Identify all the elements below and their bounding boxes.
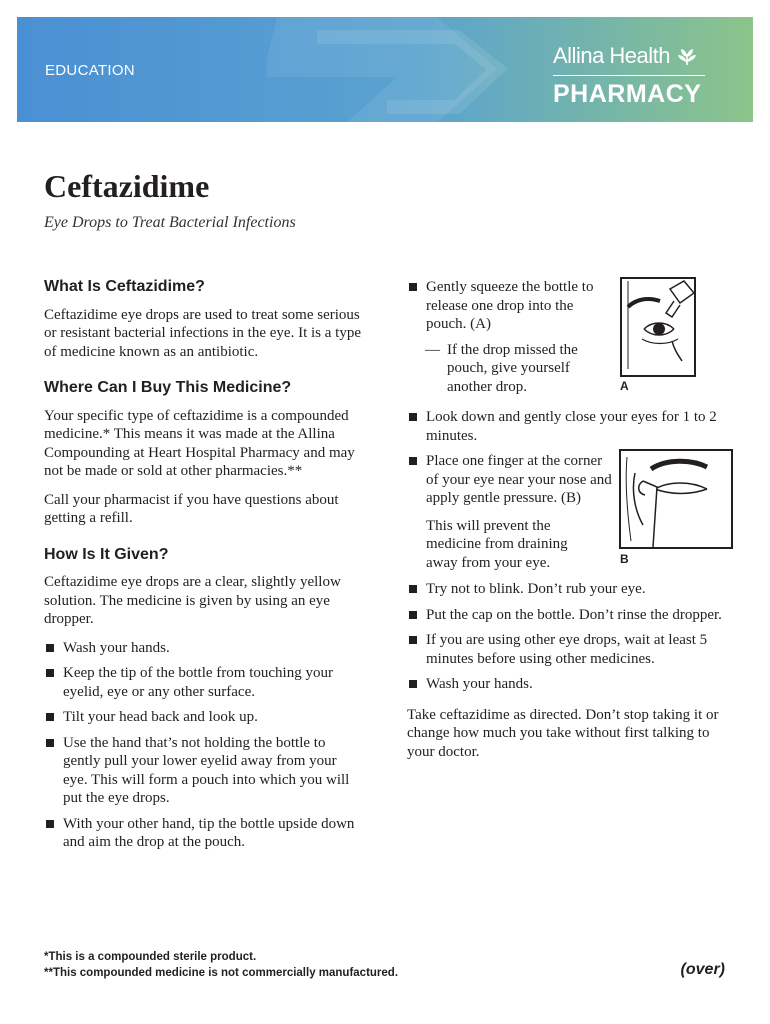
left-column	[44, 278, 364, 859]
page-title: Ceftazidime	[44, 168, 210, 204]
dash-mark: —	[425, 341, 440, 358]
figure-a-eye-drop	[620, 277, 696, 377]
brand-name: Allina Health	[553, 43, 671, 68]
missed-drop-note: — If the drop missed the pouch, give yourself another drop.	[425, 341, 578, 395]
how-steps	[44, 639, 364, 852]
list-item: If you are using other eye drops, wait at least 5 minutes before using other medicines.	[407, 631, 727, 668]
list-item: Wash your hands.	[44, 639, 364, 658]
brand-pharmacy: PHARMACY	[553, 80, 702, 108]
page-subtitle: Eye Drops to Treat Bacterial Infections	[44, 214, 296, 231]
heading-what: What Is Ceftazidime?	[44, 278, 205, 295]
prevent-note: This will prevent the medicine from draining away from your eye.	[426, 517, 568, 571]
figure-a-label: A	[620, 379, 629, 393]
how-body: Ceftazidime eye drops are a clear, slightly yellow solution. The medicine is given by using an eye dropper.	[44, 574, 341, 627]
footnotes	[44, 949, 398, 981]
figure-b-pressure	[619, 449, 733, 549]
eye-drop-illustration-icon	[622, 279, 694, 375]
list-item: Use the hand that’s not holding the bottle to gently pull your lower eyelid away from your eye. This will form a pouch into which you will put the eye drops.	[44, 734, 364, 808]
list-item: Put the cap on the bottle. Don’t rinse the dropper.	[407, 606, 727, 625]
list-item: Try not to blink. Don’t rub your eye.	[407, 580, 727, 599]
over-indicator: (over)	[680, 961, 725, 978]
footnote-1: *This is a compounded sterile product.	[44, 951, 257, 963]
list-item: With your other hand, tip the bottle upside down and aim the drop at the pouch.	[44, 815, 364, 852]
heading-where: Where Can I Buy This Medicine?	[44, 379, 292, 396]
brand-logo	[553, 43, 705, 109]
list-item: Keep the tip of the bottle from touching your eyelid, eye or any other surface.	[44, 664, 364, 701]
where-body-1: Your specific type of ceftazidime is a compounded medicine.* This means it was made at the Allina Compounding at Heart Hospital Pharmacy and may not be made or sold at other pharmacies.**	[44, 407, 355, 479]
what-body: Ceftazidime eye drops are used to treat some serious or resistant bacterial infections in the eye. It is a type of medicine known as an antibiotic.	[44, 306, 361, 360]
footnote-2: **This compounded medicine is not commercially manufactured.	[44, 967, 399, 979]
right-steps	[407, 580, 727, 694]
list-item: Look down and gently close your eyes for 1 to 2 minutes.	[407, 408, 727, 445]
list-item: Place one finger at the corner of your eye near your nose and apply gentle pressure. (B)	[407, 452, 616, 508]
where-body-2: Call your pharmacist if you have questions about getting a refill.	[44, 491, 339, 526]
section-label: EDUCATION	[45, 62, 135, 79]
list-item: Gently squeeze the bottle to release one drop into the pouch. (A)	[407, 278, 616, 334]
heading-how: How Is It Given?	[44, 545, 169, 563]
figure-b-label: B	[620, 552, 629, 566]
list-item: Wash your hands.	[407, 675, 727, 694]
header-banner	[17, 17, 753, 122]
eye-pressure-illustration-icon	[621, 451, 731, 547]
leaf-logo-icon	[676, 45, 698, 67]
list-item: Tilt your head back and look up.	[44, 708, 364, 727]
closing-note: Take ceftazidime as directed. Don’t stop taking it or change how much you take without first talking to your doctor.	[407, 706, 719, 760]
